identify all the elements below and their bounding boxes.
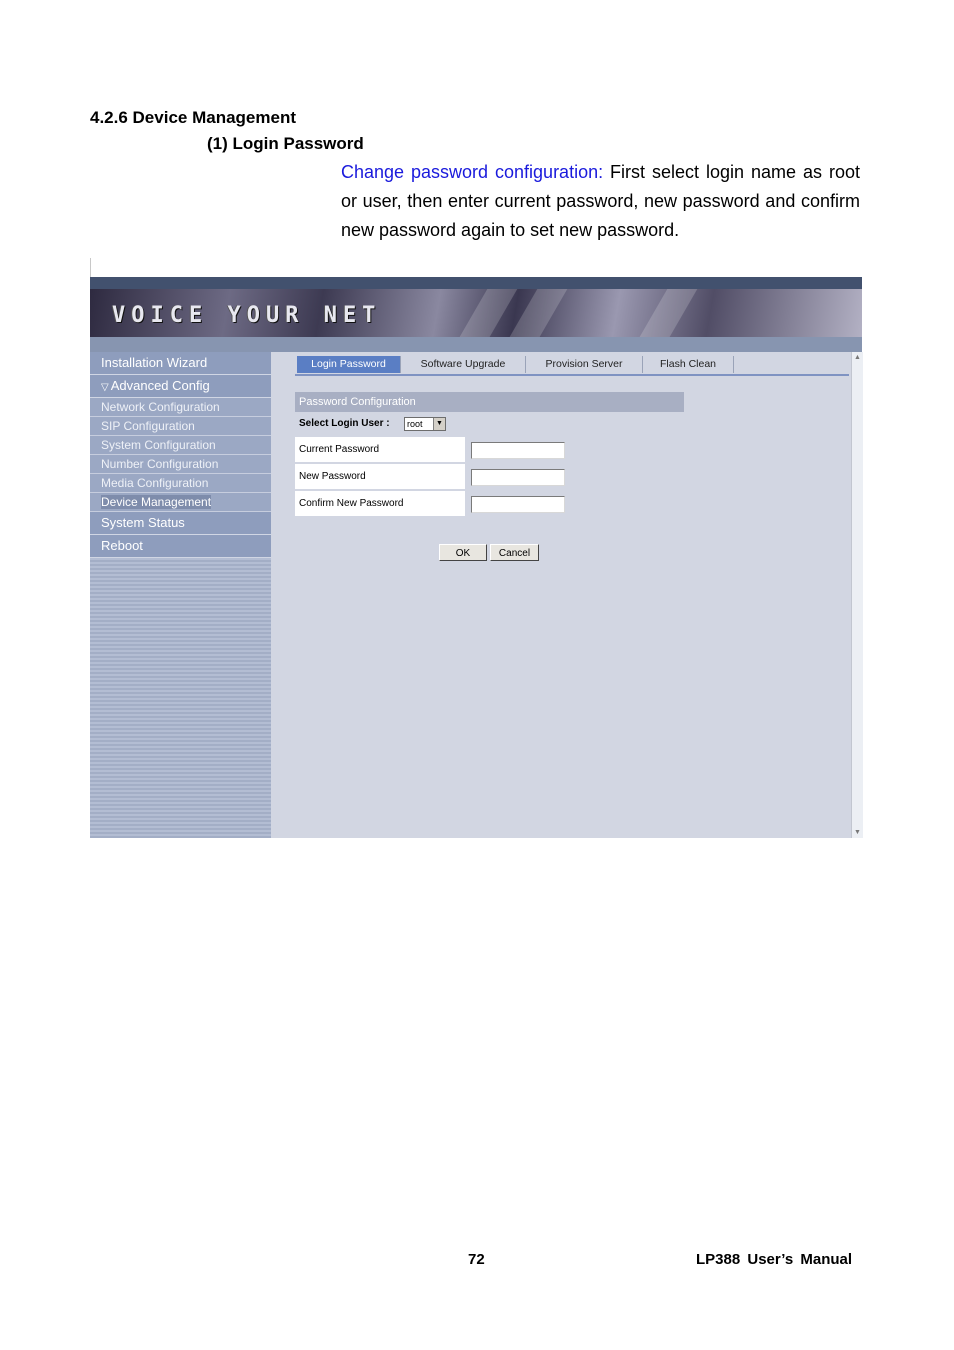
brand-logo: VOICE YOUR NET — [112, 303, 382, 328]
description-paragraph — [341, 158, 860, 245]
select-login-user-label: Select Login User : — [299, 418, 390, 429]
nav-sub-label: Device Management — [101, 495, 212, 509]
content-area — [271, 352, 851, 838]
manual-title: LP388 User’s Manual — [696, 1251, 853, 1268]
nav-installation-wizard[interactable]: Installation Wizard — [90, 352, 271, 375]
scroll-down-icon[interactable]: ▼ — [854, 829, 861, 836]
frame-edge — [90, 258, 91, 278]
nav-sub-label: SIP Configuration — [101, 419, 195, 433]
nav-sub-label: Network Configuration — [101, 400, 220, 414]
sidebar — [90, 352, 271, 838]
confirm-password-label: Confirm New Password — [299, 498, 404, 509]
nav-advanced-config-label: Advanced Config — [110, 378, 210, 393]
new-password-label: New Password — [299, 471, 366, 482]
nav-sub-label: Number Configuration — [101, 457, 219, 471]
description-highlight: Change password configuration: — [341, 162, 604, 182]
nav-sip-configuration[interactable] — [90, 417, 271, 436]
triangle-down-icon: ▽ — [101, 382, 109, 393]
panel-header: Password Configuration — [295, 392, 684, 412]
header-banner — [90, 289, 862, 337]
description-text: First select login name as root or user, then enter current password, new password and confirm new password again to set new password. — [341, 162, 860, 240]
nav-system-configuration[interactable] — [90, 436, 271, 455]
login-user-select-value: root — [407, 419, 423, 429]
cancel-button[interactable]: Cancel — [490, 544, 539, 561]
new-password-input[interactable] — [471, 469, 565, 486]
header-subbar — [90, 337, 862, 352]
banner-streak — [447, 289, 523, 337]
nav-advanced-config[interactable] — [90, 375, 271, 398]
subsection-title: (1) Login Password — [207, 134, 364, 153]
nav-sub-label: System Configuration — [101, 438, 216, 452]
ok-button[interactable]: OK — [439, 544, 487, 561]
confirm-password-input[interactable] — [471, 496, 565, 513]
tab-provision-server[interactable]: Provision Server — [526, 356, 643, 373]
field-row — [295, 437, 465, 462]
tab-login-password[interactable]: Login Password — [297, 356, 401, 373]
vertical-scrollbar[interactable] — [851, 352, 863, 838]
nav-media-configuration[interactable] — [90, 474, 271, 493]
scroll-up-icon[interactable]: ▲ — [854, 354, 861, 361]
dropdown-arrow-icon[interactable]: ▼ — [433, 418, 445, 430]
nav-system-status[interactable]: System Status — [90, 512, 271, 535]
tab-software-upgrade[interactable]: Software Upgrade — [401, 356, 526, 373]
page-number: 72 — [468, 1251, 485, 1268]
tab-bar — [295, 356, 849, 376]
nav-network-configuration[interactable] — [90, 398, 271, 417]
nav-sub-label: Media Configuration — [101, 476, 209, 490]
current-password-label: Current Password — [299, 444, 380, 455]
tab-flash-clean[interactable]: Flash Clean — [643, 356, 734, 373]
banner-streak — [627, 289, 703, 337]
field-row — [295, 491, 465, 516]
field-row — [295, 464, 465, 489]
nav-device-management[interactable] — [90, 493, 271, 512]
current-password-input[interactable] — [471, 442, 565, 459]
nav-reboot[interactable]: Reboot — [90, 535, 271, 558]
login-user-select[interactable] — [404, 417, 446, 431]
nav-number-configuration[interactable] — [90, 455, 271, 474]
section-title: 4.2.6 Device Management — [90, 108, 296, 127]
web-ui-screenshot — [90, 258, 863, 838]
